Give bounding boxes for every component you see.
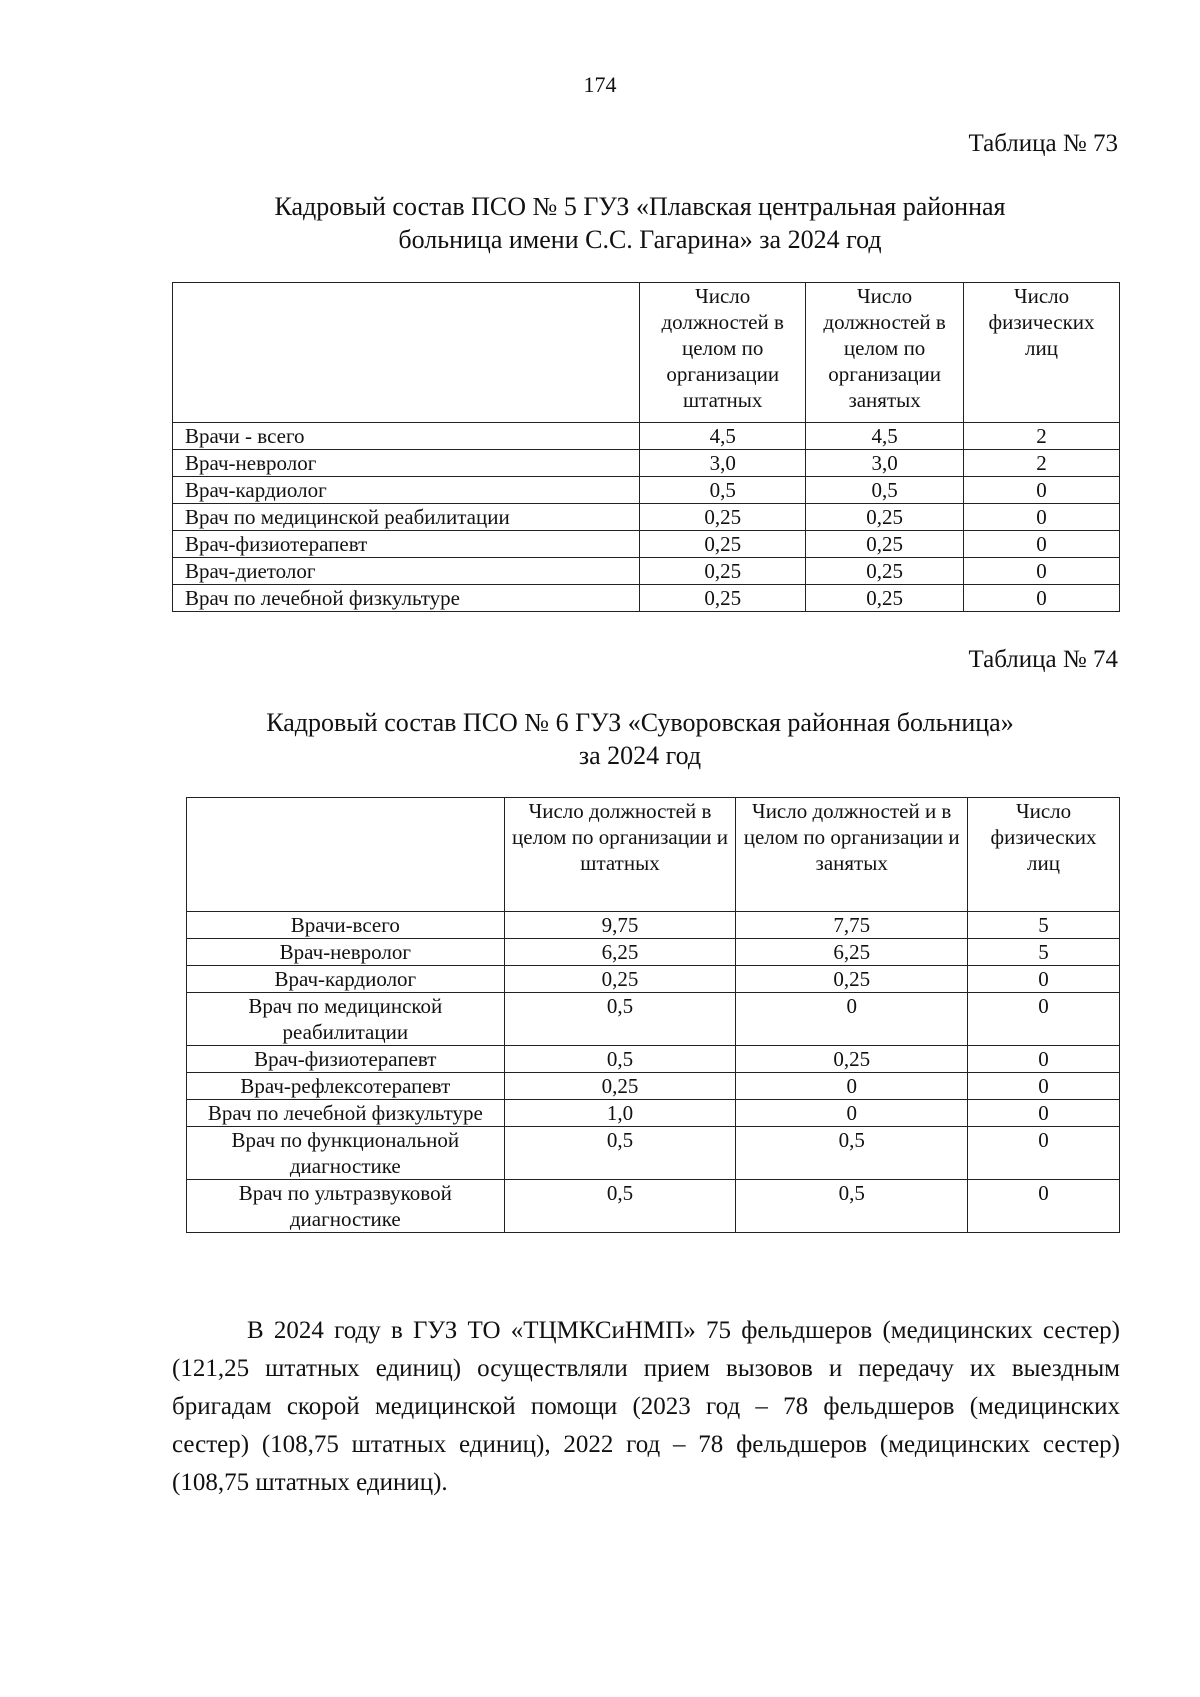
value-cell: 5 — [968, 912, 1120, 939]
table-74-label: Таблица № 74 — [968, 646, 1118, 673]
position-cell: Врач-рефлексотерапевт — [187, 1073, 505, 1100]
value-cell: 2 — [964, 450, 1120, 477]
header-cell: Число должностей в целом по организации и штатных — [504, 798, 736, 912]
header-cell: Число должностей в целом по организации штатных — [640, 283, 806, 423]
value-cell: 0,25 — [640, 531, 806, 558]
table-73-label: Таблица № 73 — [968, 130, 1118, 157]
position-cell: Врач-невролог — [173, 450, 640, 477]
value-cell: 0,5 — [504, 993, 736, 1046]
value-cell: 0 — [964, 504, 1120, 531]
value-cell: 0,25 — [736, 966, 968, 993]
value-cell: 0,25 — [806, 585, 964, 612]
value-cell: 1,0 — [504, 1100, 736, 1127]
value-cell: 0 — [964, 585, 1120, 612]
value-cell: 3,0 — [640, 450, 806, 477]
value-cell: 6,25 — [504, 939, 736, 966]
header-cell — [187, 798, 505, 912]
position-cell: Врач по ультразвуковой диагностике — [187, 1180, 505, 1233]
table-header-row — [187, 798, 1120, 912]
position-cell: Врач по лечебной физкультуре — [187, 1100, 505, 1127]
position-cell: Врач-физиотерапевт — [187, 1046, 505, 1073]
position-cell: Врачи - всего — [173, 423, 640, 450]
value-cell: 0 — [968, 993, 1120, 1046]
value-cell: 0,5 — [504, 1046, 736, 1073]
header-cell: Число физических лиц — [968, 798, 1120, 912]
value-cell: 0 — [968, 1073, 1120, 1100]
table-74-title-line1: Кадровый состав ПСО № 6 ГУЗ «Суворовская районная больница» — [266, 708, 1014, 737]
table-row — [187, 993, 1120, 1046]
value-cell: 0,25 — [806, 504, 964, 531]
table-row — [173, 558, 1120, 585]
staff-table-74 — [186, 797, 1120, 1233]
value-cell: 0,5 — [504, 1180, 736, 1233]
value-cell: 0 — [968, 1127, 1120, 1180]
table-row — [173, 423, 1120, 450]
value-cell: 0 — [968, 966, 1120, 993]
value-cell: 7,75 — [736, 912, 968, 939]
table-row — [187, 1180, 1120, 1233]
table-73-title — [160, 190, 1120, 256]
table-74-title — [160, 706, 1120, 772]
table-row — [187, 1100, 1120, 1127]
value-cell: 0,25 — [640, 585, 806, 612]
value-cell: 9,75 — [504, 912, 736, 939]
page-number: 174 — [583, 72, 617, 97]
value-cell: 0,25 — [504, 1073, 736, 1100]
position-cell: Врач-кардиолог — [187, 966, 505, 993]
position-cell: Врачи-всего — [187, 912, 505, 939]
value-cell: 0 — [736, 1073, 968, 1100]
value-cell: 0 — [968, 1046, 1120, 1073]
table-row — [187, 1046, 1120, 1073]
table-row — [173, 504, 1120, 531]
value-cell: 0 — [964, 477, 1120, 504]
table-73-title-line2: больница имени С.С. Гагарина» за 2024 год — [398, 225, 882, 254]
value-cell: 0,25 — [640, 558, 806, 585]
table-header-row — [173, 283, 1120, 423]
position-cell: Врач по медицинской реабилитации — [173, 504, 640, 531]
value-cell: 0 — [736, 1100, 968, 1127]
table-row — [173, 477, 1120, 504]
table-73-title-line1: Кадровый состав ПСО № 5 ГУЗ «Плавская центральная районная — [274, 192, 1006, 221]
value-cell: 0 — [968, 1100, 1120, 1127]
table-row — [173, 531, 1120, 558]
body-paragraph: В 2024 году в ГУЗ ТО «ТЦМКСиНМП» 75 фельдшеров (медицинских сестер) (121,25 штатных единиц) осуществляли прием вызовов и передачу их выездным бригадам скорой медицинской помощи (2023 год – 78 фельдшеров (медицинских сестер) (108,75 штатных единиц), 2022 год – 78 фельдшеров (медицинских сестер) (108,75 штатных единиц). — [172, 1317, 1120, 1496]
position-cell: Врач-физиотерапевт — [173, 531, 640, 558]
value-cell: 0,5 — [640, 477, 806, 504]
header-cell: Число должностей в целом по организации занятых — [806, 283, 964, 423]
value-cell: 0,5 — [806, 477, 964, 504]
position-cell: Врач-невролог — [187, 939, 505, 966]
value-cell: 0,25 — [504, 966, 736, 993]
value-cell: 0,25 — [806, 558, 964, 585]
value-cell: 0 — [736, 993, 968, 1046]
position-cell: Врач по медицинской реабилитации — [187, 993, 505, 1046]
header-cell: Число физических лиц — [964, 283, 1120, 423]
value-cell: 0,25 — [736, 1046, 968, 1073]
table-74-title-line2: за 2024 год — [578, 741, 702, 770]
table-row — [187, 912, 1120, 939]
value-cell: 4,5 — [806, 423, 964, 450]
table-row — [187, 966, 1120, 993]
value-cell: 0 — [968, 1180, 1120, 1233]
value-cell: 0,5 — [736, 1127, 968, 1180]
position-cell: Врач-кардиолог — [173, 477, 640, 504]
staff-table-73 — [172, 282, 1120, 612]
value-cell: 0,25 — [640, 504, 806, 531]
table-row — [187, 1073, 1120, 1100]
value-cell: 0 — [964, 531, 1120, 558]
table-row — [173, 585, 1120, 612]
position-cell: Врач-диетолог — [173, 558, 640, 585]
position-cell: Врач по лечебной физкультуре — [173, 585, 640, 612]
value-cell: 4,5 — [640, 423, 806, 450]
value-cell: 6,25 — [736, 939, 968, 966]
header-cell: Число должностей и в целом по организации и занятых — [736, 798, 968, 912]
table-row — [187, 1127, 1120, 1180]
value-cell: 0,25 — [806, 531, 964, 558]
table-row — [173, 450, 1120, 477]
value-cell: 0 — [964, 558, 1120, 585]
header-cell — [173, 283, 640, 423]
position-cell: Врач по функциональной диагностике — [187, 1127, 505, 1180]
value-cell: 0,5 — [504, 1127, 736, 1180]
value-cell: 3,0 — [806, 450, 964, 477]
table-row — [187, 939, 1120, 966]
value-cell: 0,5 — [736, 1180, 968, 1233]
value-cell: 2 — [964, 423, 1120, 450]
value-cell: 5 — [968, 939, 1120, 966]
